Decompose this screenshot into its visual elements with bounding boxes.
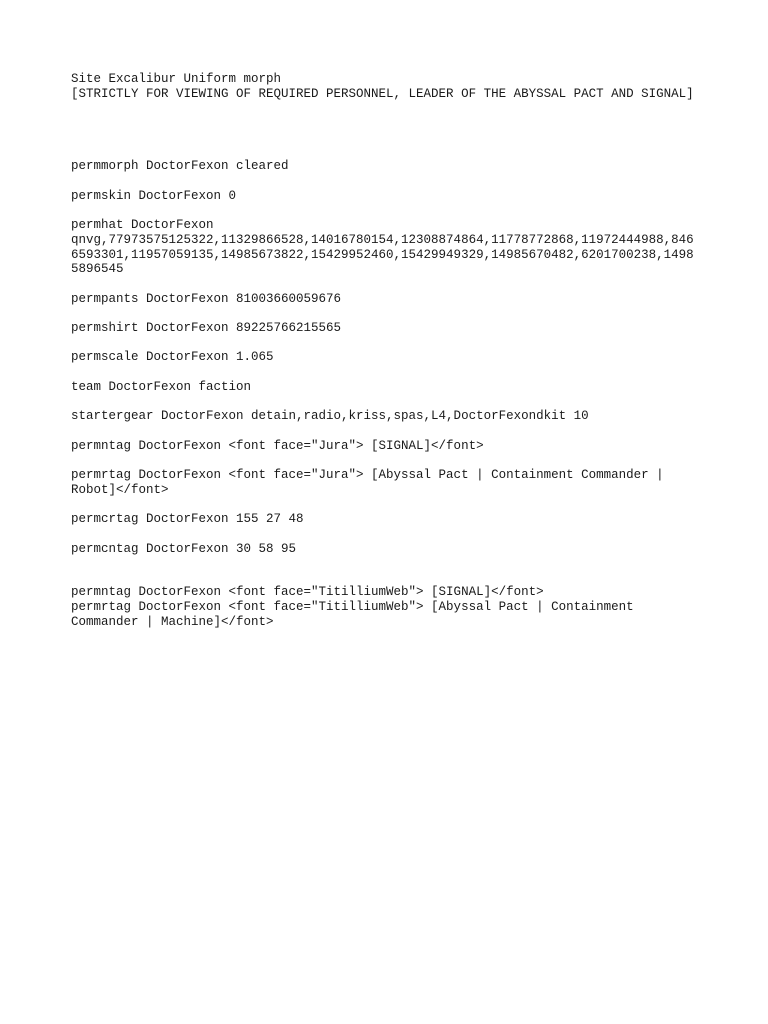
permpants-command: permpants DoctorFexon 81003660059676: [71, 291, 342, 306]
startergear-command: startergear DoctorFexon detain,radio,kriss,spas,L4,DoctorFexondkit 10: [71, 409, 589, 424]
permshirt-command: permshirt DoctorFexon 89225766215565: [71, 321, 342, 336]
document-header: [71, 72, 711, 101]
permskin-command: permskin DoctorFexon 0: [71, 188, 237, 203]
permhat-command: permhat DoctorFexon qnvg,77973575125322,11329866528,14016780154,12308874864,11778772868,11972444988,846 6593301,11957059135,14985673822,15429952460,15429949329,14985670482,6201700238,1498 5896545: [71, 218, 694, 277]
alt-permntag-command: permntag DoctorFexon <font face="TitilliumWeb"> [SIGNAL]</font>: [71, 585, 544, 600]
team-command: team DoctorFexon faction: [71, 379, 252, 394]
permcrtag-command: permcrtag DoctorFexon 155 27 48: [71, 512, 304, 527]
alt-permrtag-command-line1: permrtag DoctorFexon <font face="TitilliumWeb"> [Abyssal Pact | Containment: [71, 599, 634, 614]
document-title: Site Excalibur Uniform morph: [71, 72, 282, 86]
permntag-command: permntag DoctorFexon <font face="Jura"> [SIGNAL]</font>: [71, 438, 484, 453]
permmorph-command: permmorph DoctorFexon cleared: [71, 159, 289, 174]
access-notice: [STRICTLY FOR VIEWING OF REQUIRED PERSONNEL, LEADER OF THE ABYSSAL PACT AND SIGNAL]: [71, 86, 694, 101]
permscale-command: permscale DoctorFexon 1.065: [71, 350, 274, 365]
permrtag-command: permrtag DoctorFexon <font face="Jura"> [Abyssal Pact | Containment Commander | Robot]</font>: [71, 468, 664, 497]
alt-permrtag-command-line2: Commander | Machine]</font>: [71, 614, 274, 629]
alternate-tag-commands: [71, 585, 711, 629]
permcntag-command: permcntag DoctorFexon 30 58 95: [71, 541, 297, 556]
document-body: [71, 72, 711, 629]
